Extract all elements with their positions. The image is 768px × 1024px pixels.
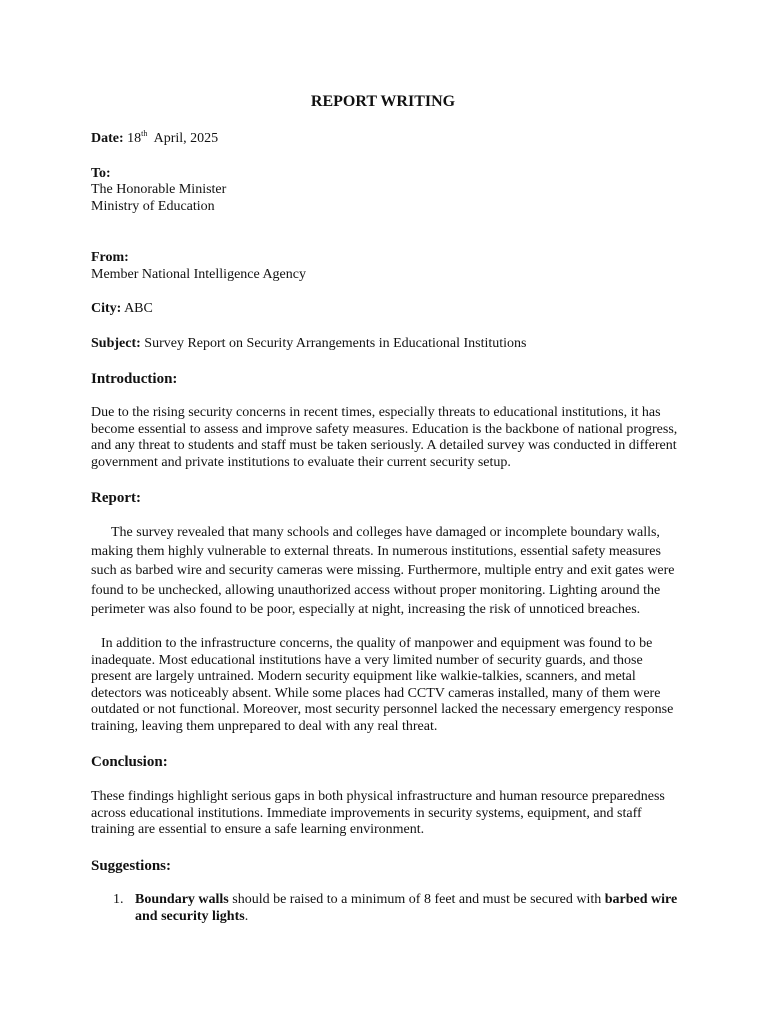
- page-title: REPORT WRITING: [310, 93, 456, 110]
- conclusion-text: These findings highlight serious gaps in both physical infrastructure and human resource preparedness across educational institutions. Immediate improvements in security systems, equipment, and staff training are essential to ensure a safe learning environment.: [91, 789, 665, 837]
- city-label: City:: [91, 301, 122, 316]
- introduction-text: Due to the rising security concerns in recent times, especially threats to educational institutions, it has become essential to assess and improve safety measures. Education is the backbone of national progress, and any threat to students and staff must be taken seriously. A detailed survey was conducted in different government and private institutions to evaluate their current security setup.: [91, 405, 678, 470]
- from-label: From:: [91, 250, 129, 265]
- to-line-1: The Honorable Minister: [91, 182, 227, 197]
- date-label: Date:: [91, 131, 124, 146]
- list-item-text-2: .: [244, 909, 249, 924]
- to-line-2: Ministry of Education: [91, 199, 215, 214]
- report-paragraph-2: In addition to the infrastructure concerns, the quality of manpower and equipment was found to be inadequate. Most educational institutions have a very limited number of security guards, and those present are largely untrained. Modern security equipment like walkie-talkies, scanners, and metal detectors was noticeably absent. While some places had CCTV cameras installed, many of them were outdated or not functional. Moreover, most security personnel lacked the necessary emergency response training, leaving them unprepared to deal with any real threat.: [91, 636, 674, 734]
- list-item-number: 1.: [113, 892, 124, 907]
- suggestions-heading: Suggestions:: [91, 858, 172, 874]
- list-item-bold-2: barbed wire and security lights: [135, 892, 678, 924]
- city-line: [91, 300, 153, 317]
- suggestions-list: [113, 891, 679, 925]
- list-item-text-1: should be raised to a minimum of 8 feet and must be secured with: [228, 892, 605, 907]
- list-item-bold-1: Boundary walls: [135, 892, 229, 907]
- introduction-heading: Introduction:: [91, 371, 178, 387]
- from-line-1: Member National Intelligence Agency: [91, 267, 306, 282]
- subject-line: [91, 335, 527, 352]
- conclusion-heading: Conclusion:: [91, 754, 168, 770]
- date-line: [91, 130, 218, 147]
- subject-label: Subject:: [91, 336, 141, 351]
- city-value: ABC: [124, 301, 153, 316]
- date-rest: April, 2025: [153, 131, 219, 146]
- date-suffix: th: [141, 129, 148, 138]
- list-item: [113, 891, 679, 925]
- report-heading: Report:: [91, 490, 141, 506]
- to-label: To:: [91, 166, 111, 181]
- date-day: 18: [127, 131, 142, 146]
- report-paragraph-1: The survey revealed that many schools and colleges have damaged or incomplete boundary walls, making them highly vulnerable to external threats. In numerous institutions, essential safety measures such as barbed wire and security cameras were missing. Furthermore, multiple entry and exit gates were found to be unchecked, allowing unauthorized access without proper monitoring. Lighting around the perimeter was also found to be poor, especially at night, increasing the risk of unnoticed breaches.: [91, 525, 675, 617]
- subject-value: Survey Report on Security Arrangements in Educational Institutions: [144, 336, 527, 351]
